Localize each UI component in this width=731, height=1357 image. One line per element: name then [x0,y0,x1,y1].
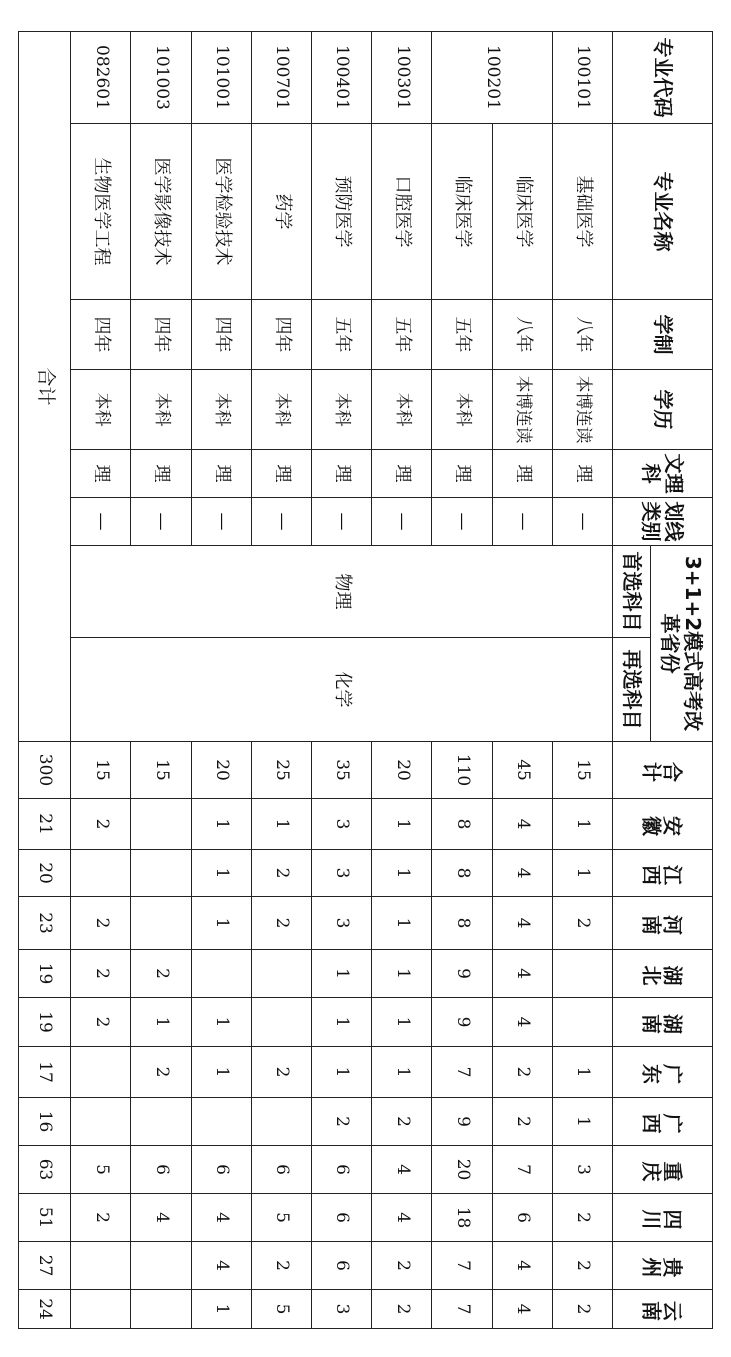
summary-count: 19 [19,998,71,1047]
row-wenli: 理 [71,450,131,498]
row-name: 临床医学 [492,124,552,300]
header-province: 湖南 [613,998,713,1047]
row-name: 临床医学 [432,124,492,300]
header-province: 江西 [613,850,713,897]
summary-row [19,32,71,1329]
row-count: 1 [372,998,432,1047]
summary-count: 17 [19,1047,71,1098]
row-name: 预防医学 [312,124,372,300]
row-count: 1 [191,897,251,950]
shared-first-subject: 物理 [71,546,613,638]
row-wenli: 理 [131,450,191,498]
row-wenli: 理 [372,450,432,498]
row-count [552,950,612,998]
summary-count: 27 [19,1242,71,1290]
row-count: 4 [372,1194,432,1242]
row-count: 2 [372,1098,432,1146]
row-count: 1 [312,998,372,1047]
row-code: 101001 [191,32,251,124]
row-count [191,1098,251,1146]
row-count: 4 [492,897,552,950]
row-degree: 本博连读 [492,370,552,450]
row-wenli: 理 [432,450,492,498]
row-count: 1 [191,850,251,897]
row-count: 3 [312,799,372,850]
row-count: 7 [432,1242,492,1290]
row-huaxian: — [432,498,492,546]
row-count: 9 [432,950,492,998]
row-count: 6 [312,1194,372,1242]
row-count [251,950,311,998]
row-count [71,850,131,897]
row-count: 5 [251,1194,311,1242]
row-count: 2 [251,897,311,950]
row-count: 5 [251,1290,311,1329]
row-name: 医学影像技术 [131,124,191,300]
row-wenli: 理 [492,450,552,498]
summary-count: 51 [19,1194,71,1242]
row-code: 100701 [251,32,311,124]
row-wenli: 理 [552,450,612,498]
header-province: 重庆 [613,1146,713,1194]
table-row [552,32,612,1329]
row-count [251,998,311,1047]
row-count: 6 [492,1194,552,1242]
row-count: 2 [71,950,131,998]
row-count: 2 [71,799,131,850]
row-count [251,1098,311,1146]
row-huaxian: — [251,498,311,546]
row-name: 药学 [251,124,311,300]
row-count: 20 [432,1146,492,1194]
row-huaxian: — [552,498,612,546]
row-degree: 本科 [131,370,191,450]
header-total: 合计 [613,742,713,799]
row-count [131,850,191,897]
row-degree: 本科 [372,370,432,450]
row-count [71,1242,131,1290]
row-count [131,897,191,950]
row-count: 1 [191,1047,251,1098]
row-degree: 本科 [251,370,311,450]
row-count: 1 [552,799,612,850]
row-name: 口腔医学 [372,124,432,300]
header-province: 湖北 [613,950,713,998]
summary-count: 20 [19,850,71,897]
header-province: 河南 [613,897,713,950]
row-huaxian: — [131,498,191,546]
row-count: 1 [191,1290,251,1329]
row-degree: 本科 [432,370,492,450]
row-duration: 五年 [432,300,492,370]
row-total: 110 [432,742,492,799]
header-degree: 学历 [613,370,713,450]
header-province: 云南 [613,1290,713,1329]
row-total: 15 [131,742,191,799]
row-count: 9 [432,998,492,1047]
header-province: 贵州 [613,1242,713,1290]
row-count: 1 [372,850,432,897]
row-count: 8 [432,850,492,897]
row-count: 4 [492,799,552,850]
row-count: 4 [492,950,552,998]
row-count: 7 [432,1047,492,1098]
row-count: 7 [432,1290,492,1329]
row-count: 3 [312,850,372,897]
row-count: 6 [251,1146,311,1194]
row-name: 生物医学工程 [71,124,131,300]
row-duration: 五年 [312,300,372,370]
header-code: 专业代码 [613,32,713,124]
header-duration: 学制 [613,300,713,370]
row-total: 35 [312,742,372,799]
row-count: 6 [312,1146,372,1194]
row-count: 6 [131,1146,191,1194]
row-wenli: 理 [191,450,251,498]
row-count: 2 [552,1290,612,1329]
row-count: 8 [432,897,492,950]
header-row [651,32,713,1329]
row-count: 1 [312,1047,372,1098]
row-count: 2 [71,1194,131,1242]
row-code: 100301 [372,32,432,124]
row-count: 7 [492,1146,552,1194]
row-code: 082601 [71,32,131,124]
row-wenli: 理 [312,450,372,498]
row-degree: 本科 [71,370,131,450]
row-duration: 八年 [492,300,552,370]
row-duration: 四年 [131,300,191,370]
row-total: 45 [492,742,552,799]
header-reform-group: 3+1+2模式高考改革省份 [651,546,713,742]
row-count: 3 [312,1290,372,1329]
row-name: 医学检验技术 [191,124,251,300]
row-count: 1 [191,799,251,850]
row-count: 2 [312,1098,372,1146]
row-duration: 五年 [372,300,432,370]
row-count: 3 [552,1146,612,1194]
row-huaxian: — [492,498,552,546]
row-count: 2 [552,897,612,950]
row-wenli: 理 [251,450,311,498]
row-count [131,1098,191,1146]
row-count: 4 [372,1146,432,1194]
row-count: 4 [492,1290,552,1329]
row-count: 5 [71,1146,131,1194]
row-count: 2 [71,998,131,1047]
row-count [131,1242,191,1290]
row-count: 2 [372,1290,432,1329]
row-count: 1 [552,850,612,897]
row-total: 20 [191,742,251,799]
row-count: 1 [552,1047,612,1098]
row-count [552,998,612,1047]
row-code: 100201 [432,32,552,124]
row-count [191,950,251,998]
row-total: 20 [372,742,432,799]
summary-label: 合计 [19,32,71,742]
row-count: 2 [251,850,311,897]
enrollment-plan-table [18,31,713,1329]
row-huaxian: — [372,498,432,546]
header-province: 四川 [613,1194,713,1242]
row-count: 1 [552,1098,612,1146]
row-count: 1 [131,998,191,1047]
summary-count: 19 [19,950,71,998]
header-province: 广西 [613,1098,713,1146]
row-huaxian: — [312,498,372,546]
row-count: 4 [191,1194,251,1242]
summary-count: 21 [19,799,71,850]
header-second-choice: 再选科目 [613,638,651,742]
row-count: 1 [191,998,251,1047]
row-count [131,799,191,850]
summary-count: 23 [19,897,71,950]
row-total: 25 [251,742,311,799]
row-huaxian: — [71,498,131,546]
row-count: 6 [191,1146,251,1194]
row-duration: 四年 [251,300,311,370]
row-degree: 本科 [312,370,372,450]
row-count: 1 [372,799,432,850]
row-count: 4 [492,998,552,1047]
row-count [71,1290,131,1329]
row-count: 2 [552,1194,612,1242]
row-count: 2 [131,950,191,998]
row-code: 101003 [131,32,191,124]
row-duration: 四年 [71,300,131,370]
row-count: 2 [71,897,131,950]
row-count: 2 [552,1242,612,1290]
row-duration: 八年 [552,300,612,370]
header-province: 安徽 [613,799,713,850]
header-name: 专业名称 [613,124,713,300]
row-count: 18 [432,1194,492,1242]
row-total: 15 [71,742,131,799]
header-province: 广东 [613,1047,713,1098]
header-huaxian: 划线类别 [613,498,713,546]
row-count: 1 [312,950,372,998]
row-count: 3 [312,897,372,950]
row-degree: 本科 [191,370,251,450]
header-first-choice: 首选科目 [613,546,651,638]
row-count [131,1290,191,1329]
summary-count: 16 [19,1098,71,1146]
row-count: 8 [432,799,492,850]
row-huaxian: — [191,498,251,546]
row-count: 2 [372,1242,432,1290]
row-count: 1 [251,799,311,850]
summary-count: 63 [19,1146,71,1194]
row-count: 9 [432,1098,492,1146]
row-code: 100401 [312,32,372,124]
row-count: 4 [131,1194,191,1242]
row-count: 1 [372,897,432,950]
row-count: 2 [492,1098,552,1146]
summary-total: 300 [19,742,71,799]
row-total: 15 [552,742,612,799]
row-count: 1 [372,1047,432,1098]
shared-second-subject: 化学 [71,638,613,742]
row-count: 2 [131,1047,191,1098]
header-wenli: 文理科 [613,450,713,498]
row-count: 4 [191,1242,251,1290]
row-count [71,1098,131,1146]
row-count: 1 [372,950,432,998]
row-count: 2 [251,1242,311,1290]
row-duration: 四年 [191,300,251,370]
row-degree: 本博连读 [552,370,612,450]
row-code: 100101 [552,32,612,124]
summary-count: 24 [19,1290,71,1329]
row-count: 2 [251,1047,311,1098]
row-count [71,1047,131,1098]
row-count: 2 [492,1047,552,1098]
row-count: 4 [492,1242,552,1290]
row-count: 6 [312,1242,372,1290]
row-name: 基础医学 [552,124,612,300]
row-count: 4 [492,850,552,897]
